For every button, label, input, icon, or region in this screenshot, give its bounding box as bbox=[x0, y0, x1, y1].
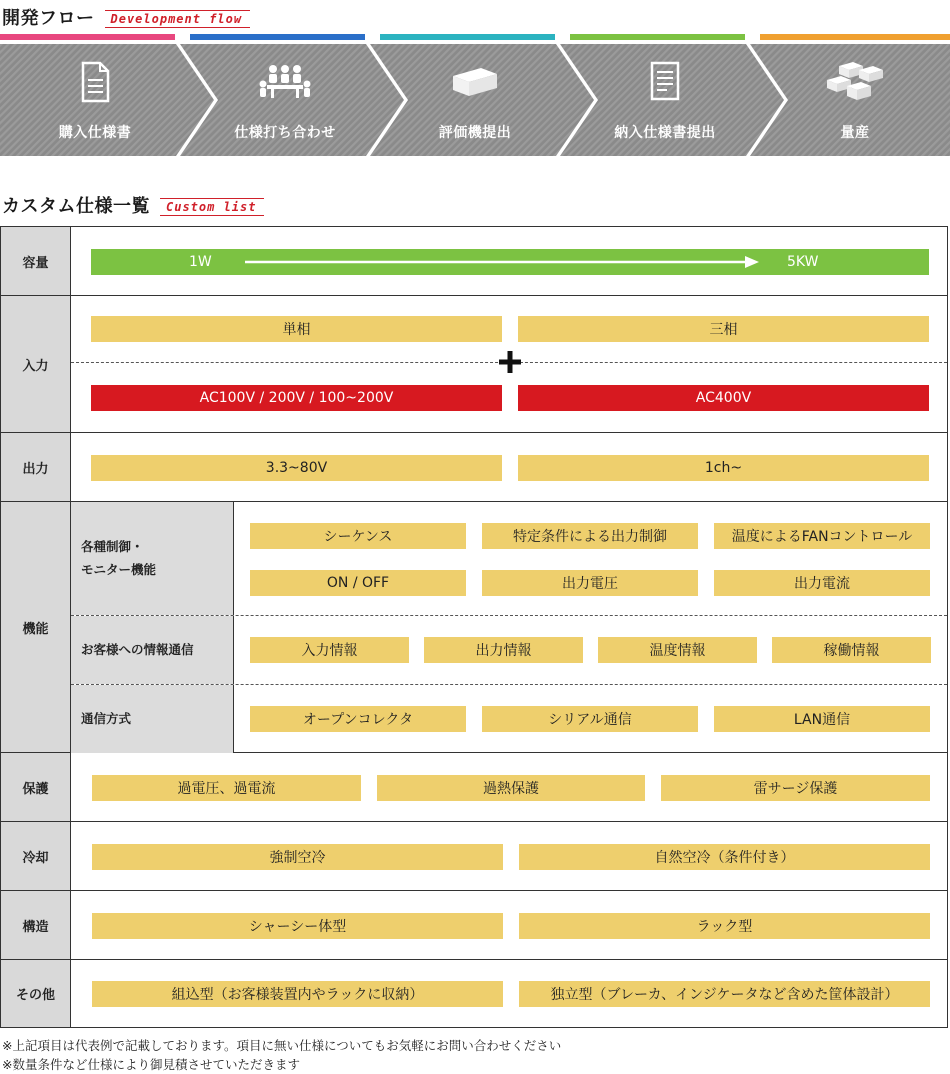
flow-bar-5 bbox=[760, 34, 950, 40]
flow-step-1 bbox=[0, 54, 190, 154]
comm-lan: LAN通信 bbox=[714, 706, 930, 732]
report-icon bbox=[645, 60, 685, 104]
row-cooling bbox=[1, 822, 947, 891]
other-standalone: 独立型（ブレーカ、インジケータなど含めた筐体設計） bbox=[519, 981, 930, 1007]
flow-step-label: 仕様打ち合わせ bbox=[234, 125, 336, 141]
function-group-label-line1: 各種制御・ bbox=[81, 539, 144, 554]
flow-step-label: 納入仕様書提出 bbox=[614, 125, 716, 141]
function-on-off: ON / OFF bbox=[250, 570, 466, 596]
input-voltage-ac100-200: AC100V / 200V / 100~200V bbox=[91, 385, 502, 411]
arrow-right-icon bbox=[245, 255, 759, 269]
output-voltage: 3.3~80V bbox=[91, 455, 502, 481]
custom-title: カスタム仕様一覧 bbox=[2, 196, 150, 217]
flow-bar-2 bbox=[190, 34, 365, 40]
development-flow bbox=[0, 34, 950, 156]
structure-chassis: シャーシー体型 bbox=[92, 913, 503, 939]
row-header: 保護 bbox=[1, 753, 71, 821]
function-conditional-output: 特定条件による出力制御 bbox=[482, 523, 698, 549]
input-phase-three: 三相 bbox=[518, 316, 929, 342]
capacity-range-bar bbox=[91, 249, 929, 275]
meeting-icon bbox=[259, 60, 311, 104]
function-output-current: 出力電流 bbox=[714, 570, 930, 596]
footnotes bbox=[2, 1036, 561, 1074]
flow-step-label: 評価機提出 bbox=[438, 125, 512, 141]
function-group-info-label: お客様への情報通信 bbox=[71, 616, 234, 684]
row-capacity bbox=[1, 227, 947, 296]
row-output bbox=[1, 433, 947, 502]
structure-rack: ラック型 bbox=[519, 913, 930, 939]
capacity-from: 1W bbox=[189, 254, 212, 270]
function-fan-control: 温度によるFANコントロール bbox=[714, 523, 930, 549]
flow-step-label: 購入仕様書 bbox=[58, 125, 132, 141]
function-group-control-label bbox=[71, 502, 234, 615]
custom-spec-table bbox=[0, 226, 948, 1028]
info-operation: 稼働情報 bbox=[772, 637, 931, 663]
row-input bbox=[1, 296, 947, 433]
flow-step-5 bbox=[760, 54, 950, 154]
flow-bar-4 bbox=[570, 34, 745, 40]
row-function bbox=[1, 502, 947, 753]
footnote-2: ※数量条件など仕様により御見積させていただきます bbox=[2, 1057, 300, 1072]
info-output: 出力情報 bbox=[424, 637, 583, 663]
other-embedded: 組込型（お客様装置内やラックに収納） bbox=[92, 981, 503, 1007]
row-structure bbox=[1, 891, 947, 960]
function-group-label-line2: モニター機能 bbox=[81, 561, 157, 577]
document-icon bbox=[75, 60, 115, 104]
function-sequence: シーケンス bbox=[250, 523, 466, 549]
capacity-to: 5KW bbox=[787, 254, 819, 270]
protection-overheat: 過熱保護 bbox=[377, 775, 645, 801]
row-header: 冷却 bbox=[1, 822, 71, 890]
row-header: その他 bbox=[1, 960, 71, 1027]
comm-serial: シリアル通信 bbox=[482, 706, 698, 732]
custom-subtitle: Custom list bbox=[160, 198, 264, 216]
row-other bbox=[1, 960, 947, 1027]
input-voltage-ac400: AC400V bbox=[518, 385, 929, 411]
protection-overvoltage: 過電圧、過電流 bbox=[92, 775, 361, 801]
row-header: 入力 bbox=[1, 296, 71, 432]
row-header: 構造 bbox=[1, 891, 71, 959]
custom-section-title bbox=[2, 192, 264, 218]
flow-subtitle: Development flow bbox=[105, 10, 251, 28]
row-header: 容量 bbox=[1, 227, 71, 295]
input-phase-single: 単相 bbox=[91, 316, 502, 342]
comm-open-collector: オープンコレクタ bbox=[250, 706, 466, 732]
box-icon bbox=[447, 60, 503, 104]
flow-step-label: 量産 bbox=[840, 125, 870, 141]
flow-title: 開発フロー bbox=[2, 8, 95, 29]
info-input: 入力情報 bbox=[250, 637, 409, 663]
flow-step-3 bbox=[380, 54, 570, 154]
cooling-forced: 強制空冷 bbox=[92, 844, 503, 870]
row-header: 出力 bbox=[1, 433, 71, 501]
protection-surge: 雷サージ保護 bbox=[661, 775, 930, 801]
boxes-icon bbox=[823, 60, 887, 104]
row-protection bbox=[1, 753, 947, 822]
flow-step-4 bbox=[570, 54, 760, 154]
flow-bar-1 bbox=[0, 34, 175, 40]
cooling-natural: 自然空冷（条件付き） bbox=[519, 844, 930, 870]
flow-section-title bbox=[2, 4, 250, 30]
function-output-voltage: 出力電圧 bbox=[482, 570, 698, 596]
footnote-1: ※上記項目は代表例で記載しております。項目に無い仕様についてもお気軽にお問い合わせください bbox=[2, 1038, 562, 1053]
output-channels: 1ch~ bbox=[518, 455, 929, 481]
function-group-comm-label: 通信方式 bbox=[71, 685, 234, 753]
plus-icon bbox=[499, 351, 521, 373]
info-temperature: 温度情報 bbox=[598, 637, 757, 663]
flow-bar-3 bbox=[380, 34, 555, 40]
flow-step-2 bbox=[190, 54, 380, 154]
row-header: 機能 bbox=[1, 502, 71, 752]
